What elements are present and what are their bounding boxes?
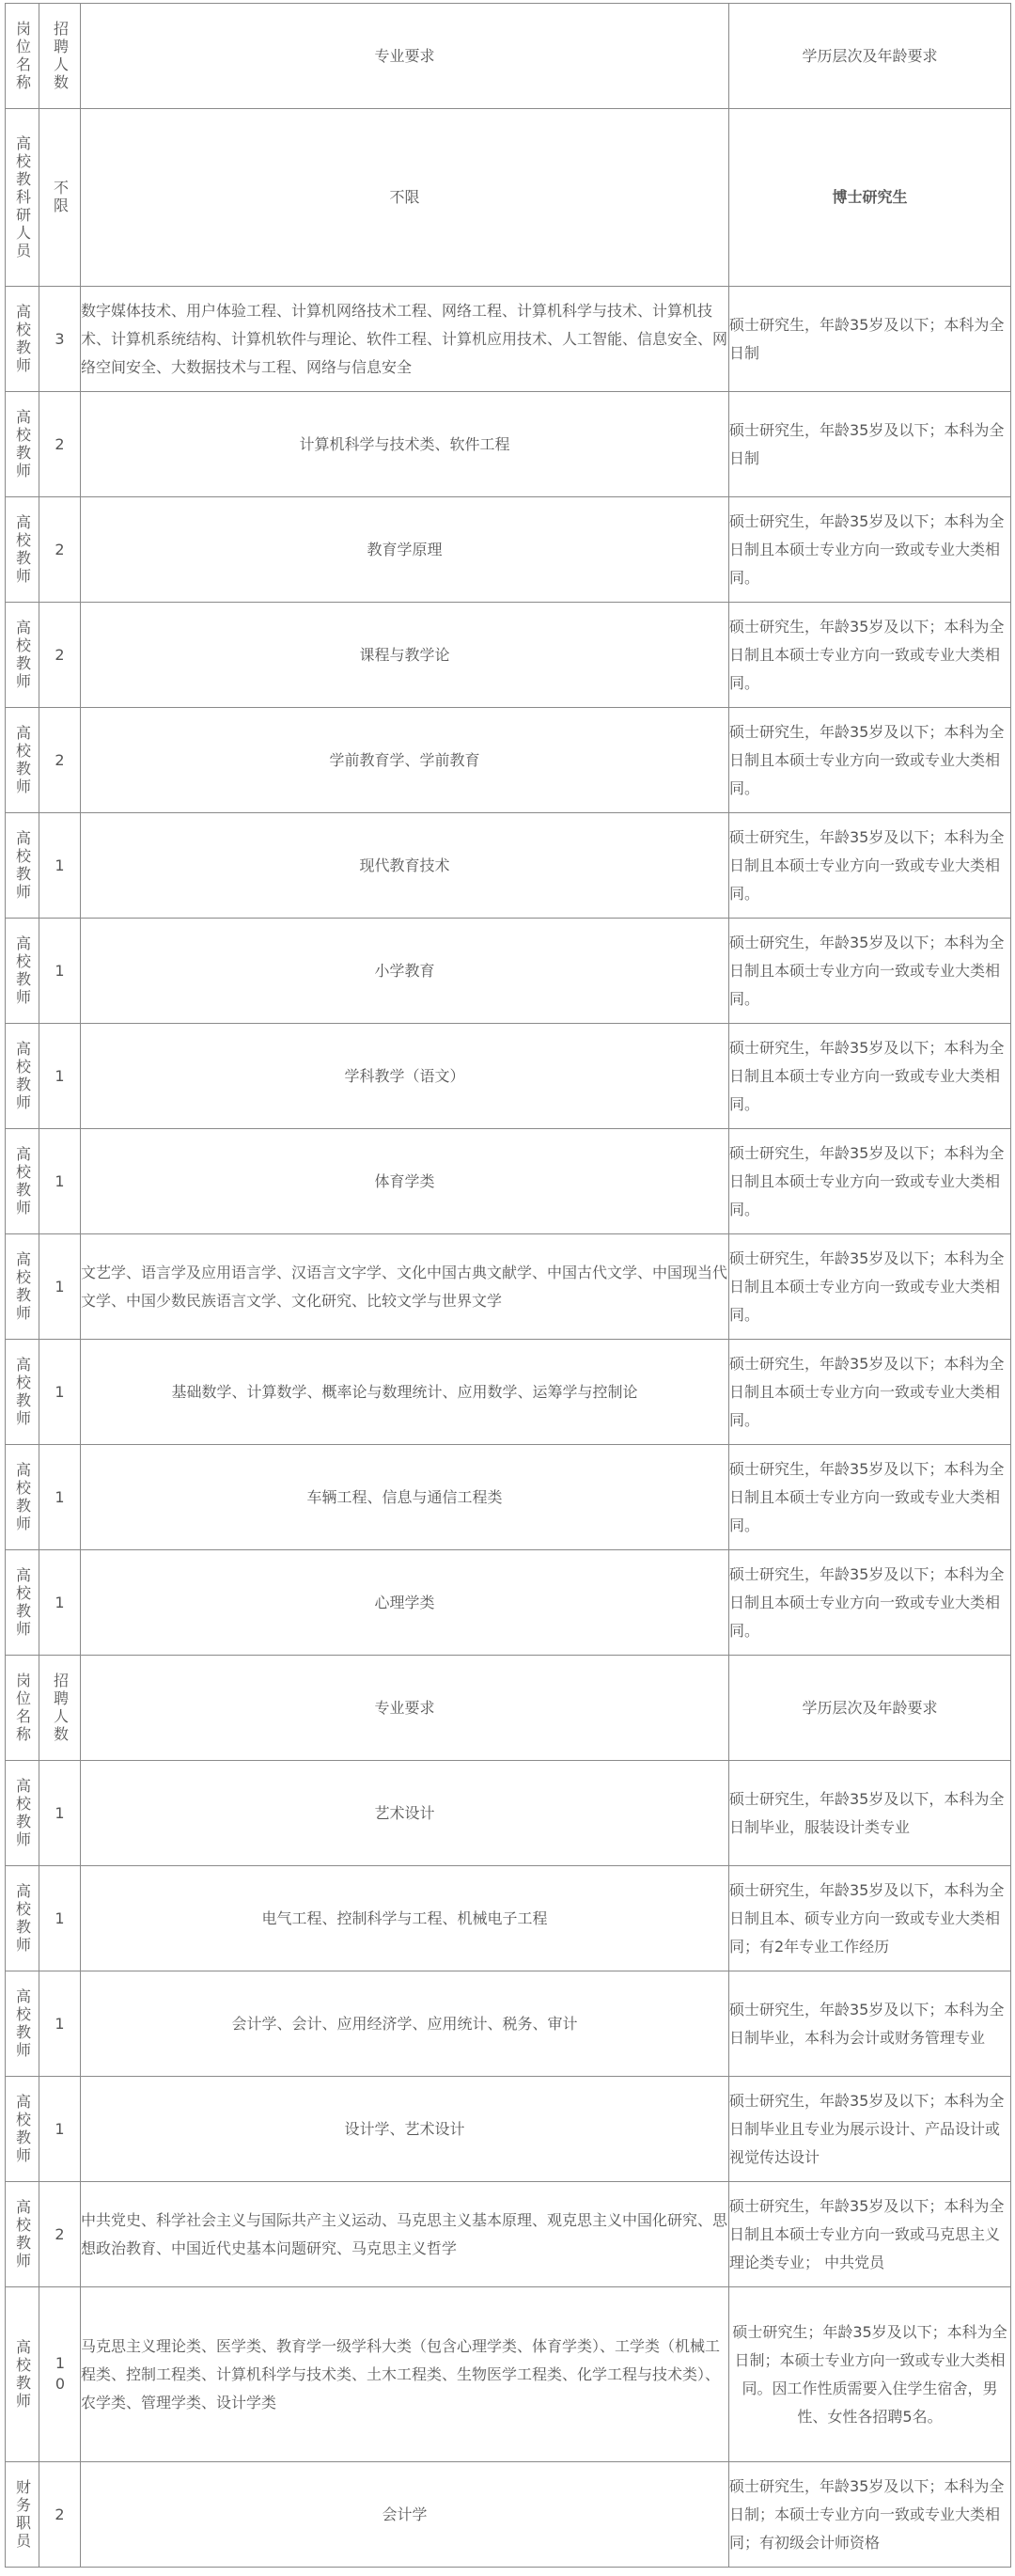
edu-cell: 硕士研究生，年龄35岁及以下；本科为全日制；本硕士专业方向一致或专业大类相同；有初级会计师资格 <box>729 2462 1011 2568</box>
table-row <box>6 287 1011 392</box>
edu-cell: 硕士研究生，年龄35岁及以下，本科为全日制且本、硕专业方向一致或专业大类相同；有2年专业工作经历 <box>729 1866 1011 1971</box>
position-cell: 高校教师 <box>6 919 39 1024</box>
edu-cell: 硕士研究生，年龄35岁及以下；本科为全日制且本硕士专业方向一致或专业大类相同。 <box>729 497 1011 603</box>
major-cell: 基础数学、计算数学、概率论与数理统计、应用数学、运筹学与控制论 <box>81 1340 729 1445</box>
position-cell: 高校教师 <box>6 1340 39 1445</box>
position-cell: 高校教师 <box>6 497 39 603</box>
table-row <box>6 1340 1011 1445</box>
table-row <box>6 2182 1011 2287</box>
edu-cell: 硕士研究生，年龄35岁及以下；本科为全日制且本硕士专业方向一致或专业大类相同。 <box>729 603 1011 708</box>
major-cell: 体育学类 <box>81 1129 729 1234</box>
major-cell: 学前教育学、学前教育 <box>81 708 729 813</box>
position-cell: 高校教师 <box>6 1866 39 1971</box>
edu-cell: 硕士研究生，年龄35岁及以下；本科为全日制且本硕士专业方向一致或专业大类相同。 <box>729 1234 1011 1340</box>
count-cell: 2 <box>39 708 81 813</box>
header-major: 专业要求 <box>81 1656 729 1761</box>
header-position: 岗位名称 <box>6 1656 39 1761</box>
header-major: 专业要求 <box>81 4 729 109</box>
count-cell: 1 <box>39 813 81 919</box>
count-cell: 1 <box>39 1340 81 1445</box>
edu-cell: 硕士研究生，年龄35岁及以下；本科为全日制且本硕士专业方向一致或专业大类相同。 <box>729 813 1011 919</box>
header-position: 岗位名称 <box>6 4 39 109</box>
edu-cell: 硕士研究生，年龄35岁及以下，本科为全日制毕业，服装设计类专业 <box>729 1761 1011 1866</box>
position-cell: 高校教师 <box>6 708 39 813</box>
edu-cell: 硕士研究生，年龄35岁及以下；本科为全日制毕业，本科为会计或财务管理专业 <box>729 1971 1011 2077</box>
count-cell: 1 <box>39 1971 81 2077</box>
table-row <box>6 2287 1011 2462</box>
header-edu: 学历层次及年龄要求 <box>729 1656 1011 1761</box>
table-row <box>6 1866 1011 1971</box>
count-cell: 1 <box>39 1550 81 1656</box>
table-row <box>6 603 1011 708</box>
table-header-row <box>6 1656 1011 1761</box>
edu-cell: 硕士研究生，年龄35岁及以下；本科为全日制 <box>729 287 1011 392</box>
position-cell: 高校教师 <box>6 2182 39 2287</box>
count-cell: 2 <box>39 603 81 708</box>
count-cell: 2 <box>39 2462 81 2568</box>
table-row <box>6 2462 1011 2568</box>
header-count: 招聘人数 <box>39 4 81 109</box>
position-cell: 高校教师 <box>6 287 39 392</box>
major-cell: 中共党史、科学社会主义与国际共产主义运动、马克思主义基本原理、观克思主义中国化研究、思想政治教育、中国近代史基本问题研究、马克思主义哲学 <box>81 2182 729 2287</box>
count-cell: 1 <box>39 1866 81 1971</box>
position-cell: 高校教师 <box>6 1024 39 1129</box>
major-cell: 现代教育技术 <box>81 813 729 919</box>
table-body <box>6 4 1011 2568</box>
table-row <box>6 1129 1011 1234</box>
count-cell: 2 <box>39 497 81 603</box>
major-cell: 艺术设计 <box>81 1761 729 1866</box>
major-cell: 课程与教学论 <box>81 603 729 708</box>
count-cell: 1 <box>39 1445 81 1550</box>
table-row <box>6 1761 1011 1866</box>
position-cell: 高校教师 <box>6 1234 39 1340</box>
table-row <box>6 2077 1011 2182</box>
position-cell: 财务职员 <box>6 2462 39 2568</box>
count-cell: 1 <box>39 1129 81 1234</box>
table-row <box>6 1234 1011 1340</box>
edu-cell: 博士研究生 <box>729 109 1011 287</box>
count-cell: 1 <box>39 2077 81 2182</box>
major-cell: 马克思主义理论类、医学类、教育学一级学科大类（包含心理学类、体育学类）、工学类（机械工程类、控制工程类、计算机科学与技术类、土木工程类、生物医学工程类、化学工程与技术类）、农学类、管理学类、设计学类 <box>81 2287 729 2462</box>
table-row <box>6 497 1011 603</box>
position-cell: 高校教师 <box>6 603 39 708</box>
position-cell: 高校教师 <box>6 1550 39 1656</box>
major-cell: 设计学、艺术设计 <box>81 2077 729 2182</box>
major-cell: 会计学、会计、应用经济学、应用统计、税务、审计 <box>81 1971 729 2077</box>
count-cell: 1 <box>39 919 81 1024</box>
edu-cell: 硕士研究生，年龄35岁及以下；本科为全日制且本硕士专业方向一致或专业大类相同。 <box>729 919 1011 1024</box>
position-cell: 高校教师 <box>6 1129 39 1234</box>
major-cell: 会计学 <box>81 2462 729 2568</box>
position-cell: 高校教师 <box>6 392 39 497</box>
edu-cell: 硕士研究生，年龄35岁及以下；本科为全日制 <box>729 392 1011 497</box>
major-cell: 计算机科学与技术类、软件工程 <box>81 392 729 497</box>
major-cell: 电气工程、控制科学与工程、机械电子工程 <box>81 1866 729 1971</box>
edu-cell: 硕士研究生，年龄35岁及以下；本科为全日制毕业且专业为展示设计、产品设计或视觉传达设计 <box>729 2077 1011 2182</box>
table-row <box>6 708 1011 813</box>
position-cell: 高校教师 <box>6 1761 39 1866</box>
edu-cell: 硕士研究生，年龄35岁及以下；本科为全日制且本硕士专业方向一致或专业大类相同。 <box>729 1445 1011 1550</box>
edu-cell: 硕士研究生，年龄35岁及以下；本科为全日制且本硕士专业方向一致或专业大类相同。 <box>729 1550 1011 1656</box>
count-cell: 2 <box>39 392 81 497</box>
table-header-row <box>6 4 1011 109</box>
position-cell: 高校教师 <box>6 2077 39 2182</box>
count-cell: 不限 <box>39 109 81 287</box>
count-cell: 3 <box>39 287 81 392</box>
table-row <box>6 109 1011 287</box>
table-row <box>6 1550 1011 1656</box>
count-cell: 1 <box>39 1234 81 1340</box>
major-cell: 不限 <box>81 109 729 287</box>
recruitment-table <box>5 3 1011 2568</box>
table-row <box>6 1024 1011 1129</box>
major-cell: 心理学类 <box>81 1550 729 1656</box>
position-cell: 高校教师 <box>6 1445 39 1550</box>
edu-cell: 硕士研究生，年龄35岁及以下；本科为全日制且本硕士专业方向一致或专业大类相同。 <box>729 708 1011 813</box>
edu-cell: 硕士研究生，年龄35岁及以下；本科为全日制且本硕士专业方向一致或专业大类相同。 <box>729 1129 1011 1234</box>
table-row <box>6 1971 1011 2077</box>
edu-cell: 硕士研究生，年龄35岁及以下；本科为全日制且本硕士专业方向一致或马克思主义理论类专业； 中共党员 <box>729 2182 1011 2287</box>
table-row <box>6 392 1011 497</box>
count-cell: 2 <box>39 2182 81 2287</box>
position-cell: 高校教师 <box>6 1971 39 2077</box>
table-row <box>6 813 1011 919</box>
header-edu: 学历层次及年龄要求 <box>729 4 1011 109</box>
major-cell: 小学教育 <box>81 919 729 1024</box>
count-cell: 1 <box>39 1761 81 1866</box>
position-cell: 高校教师 <box>6 813 39 919</box>
edu-cell: 硕士研究生；年龄35岁及以下；本科为全日制；本硕士专业方向一致或专业大类相同。因工作性质需要入住学生宿舍，男性、女性各招聘5名。 <box>729 2287 1011 2462</box>
major-cell: 学科教学（语文） <box>81 1024 729 1129</box>
header-count: 招聘人数 <box>39 1656 81 1761</box>
count-cell: 10 <box>39 2287 81 2462</box>
table-row <box>6 919 1011 1024</box>
major-cell: 教育学原理 <box>81 497 729 603</box>
edu-cell: 硕士研究生，年龄35岁及以下；本科为全日制且本硕士专业方向一致或专业大类相同。 <box>729 1024 1011 1129</box>
table-row <box>6 1445 1011 1550</box>
major-cell: 数字媒体技术、用户体验工程、计算机网络技术工程、网络工程、计算机科学与技术、计算机技术、计算机系统结构、计算机软件与理论、软件工程、计算机应用技术、人工智能、信息安全、网络空间安全、大数据技术与工程、网络与信息安全 <box>81 287 729 392</box>
edu-cell: 硕士研究生，年龄35岁及以下；本科为全日制且本硕士专业方向一致或专业大类相同。 <box>729 1340 1011 1445</box>
major-cell: 车辆工程、信息与通信工程类 <box>81 1445 729 1550</box>
position-cell: 高校教师 <box>6 2287 39 2462</box>
major-cell: 文艺学、语言学及应用语言学、汉语言文字学、文化中国古典文献学、中国古代文学、中国现当代文学、中国少数民族语言文学、文化研究、比较文学与世界文学 <box>81 1234 729 1340</box>
count-cell: 1 <box>39 1024 81 1129</box>
position-cell: 高校教科研人员 <box>6 109 39 287</box>
